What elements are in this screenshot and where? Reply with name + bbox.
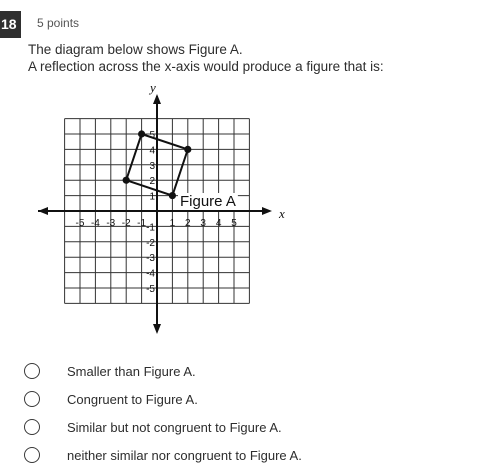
x-tick-label: 4 xyxy=(215,218,222,229)
x-tick-label: 3 xyxy=(200,218,206,229)
question-points: 5 points xyxy=(37,16,80,30)
y-tick-label: 5 xyxy=(149,130,155,141)
x-axis-label: x xyxy=(279,206,285,221)
y-axis-arrow-down xyxy=(153,324,161,334)
prompt-line-1: The diagram below shows Figure A. xyxy=(28,42,243,57)
figure-a-vertex xyxy=(123,177,130,184)
y-tick-label: -5 xyxy=(146,284,155,295)
choice-label: Congruent to Figure A. xyxy=(67,392,198,407)
y-tick-label: -2 xyxy=(146,237,155,249)
radio-button[interactable] xyxy=(24,447,40,463)
figure-a-label: Figure A xyxy=(180,193,236,210)
figure-a-vertex xyxy=(138,130,145,137)
y-axis-label: y xyxy=(150,80,156,95)
y-tick-label: -4 xyxy=(146,268,155,280)
choice-option-3[interactable] xyxy=(24,418,354,440)
choice-label: neither similar nor congruent to Figure A. xyxy=(67,448,302,463)
choice-option-4[interactable] xyxy=(24,446,354,468)
x-tick-label: 2 xyxy=(185,218,191,229)
figure-a-vertex xyxy=(169,192,176,199)
x-tick-label: -3 xyxy=(106,218,116,229)
radio-button[interactable] xyxy=(24,391,40,407)
x-axis-arrow-right xyxy=(262,207,272,215)
x-tick-label: -4 xyxy=(90,218,100,229)
x-tick-label: 5 xyxy=(231,218,237,229)
y-tick-label: -1 xyxy=(146,222,155,234)
choice-label: Smaller than Figure A. xyxy=(67,364,196,379)
choice-option-2[interactable] xyxy=(24,390,354,412)
x-tick-label: -2 xyxy=(121,218,131,229)
choice-option-1[interactable] xyxy=(24,362,354,384)
x-tick-label: -1 xyxy=(137,218,147,229)
y-tick-label: -3 xyxy=(146,253,155,265)
radio-button[interactable] xyxy=(24,363,40,379)
prompt-line-2: A reflection across the x-axis would produce a figure that is: xyxy=(28,59,384,74)
y-axis-arrow-up xyxy=(153,94,161,104)
y-tick-label: 1 xyxy=(149,191,155,203)
question-number: 18 xyxy=(0,11,21,38)
y-tick-label: 3 xyxy=(149,160,155,172)
figure-a-vertex xyxy=(184,146,191,153)
x-tick-label: -5 xyxy=(75,218,85,229)
axes xyxy=(38,94,272,334)
x-tick-label: 1 xyxy=(169,218,176,229)
y-tick-label: 4 xyxy=(149,145,155,157)
choice-label: Similar but not congruent to Figure A. xyxy=(67,420,282,435)
y-tick-label: 2 xyxy=(149,176,155,188)
radio-button[interactable] xyxy=(24,419,40,435)
x-axis-arrow-left xyxy=(38,207,48,215)
